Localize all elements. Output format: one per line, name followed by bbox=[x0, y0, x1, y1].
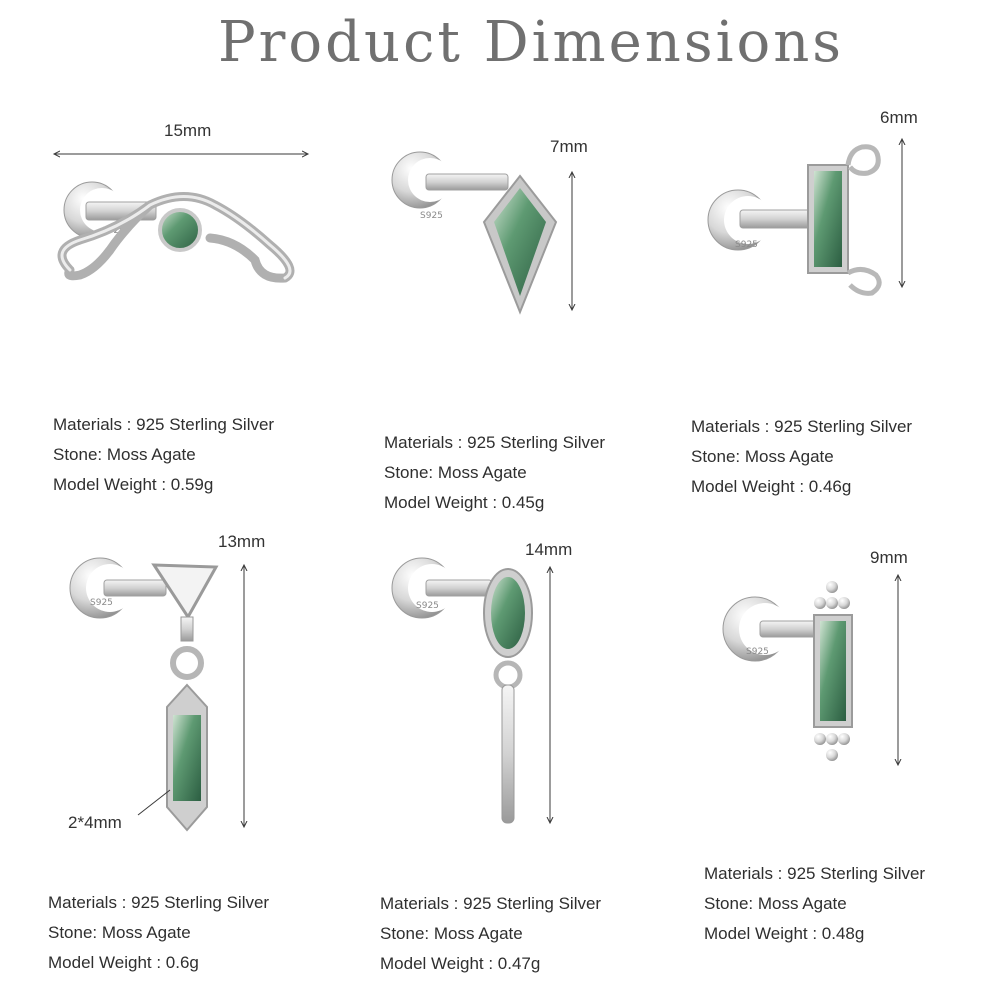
materials-text: Materials : 925 Sterling Silver bbox=[380, 894, 602, 913]
stone-text: Stone: Moss Agate bbox=[53, 445, 196, 464]
stone-text: Stone: Moss Agate bbox=[384, 463, 527, 482]
product-card-2 bbox=[360, 110, 660, 530]
materials-text: Materials : 925 Sterling Silver bbox=[384, 433, 606, 452]
product-specs-1 bbox=[53, 410, 274, 500]
weight-text: Model Weight : 0.59g bbox=[53, 475, 214, 494]
dimension-label-4: 13mm bbox=[218, 532, 266, 551]
moss-agate-stone bbox=[491, 577, 525, 649]
product-card-1 bbox=[10, 110, 340, 510]
page-title: Product Dimensions bbox=[217, 10, 845, 75]
s925-stamp: S925 bbox=[746, 647, 769, 657]
product-specs-4 bbox=[48, 888, 269, 978]
product-specs-5 bbox=[380, 889, 601, 979]
s925-stamp: S925 bbox=[102, 226, 125, 236]
weight-text: Model Weight : 0.46g bbox=[691, 477, 852, 496]
dimension-label-3: 6mm bbox=[880, 108, 918, 127]
materials-text: Materials : 925 Sterling Silver bbox=[48, 893, 270, 912]
product-specs-3 bbox=[691, 412, 912, 502]
moss-agate-stone bbox=[173, 715, 201, 801]
s925-stamp: S925 bbox=[416, 601, 439, 611]
s925-stamp: S925 bbox=[90, 598, 113, 608]
product-card-6 bbox=[680, 525, 990, 995]
moss-agate-stone bbox=[160, 210, 200, 250]
dimension-label-6: 9mm bbox=[870, 548, 908, 567]
s925-stamp: S925 bbox=[420, 211, 443, 221]
moss-agate-stone bbox=[820, 621, 846, 721]
stone-text: Stone: Moss Agate bbox=[48, 923, 191, 942]
materials-text: Materials : 925 Sterling Silver bbox=[53, 415, 275, 434]
moss-agate-stone bbox=[814, 171, 842, 267]
stone-text: Stone: Moss Agate bbox=[380, 924, 523, 943]
s925-stamp: S925 bbox=[735, 240, 758, 250]
product-specs-6 bbox=[704, 859, 925, 949]
materials-text: Materials : 925 Sterling Silver bbox=[704, 864, 926, 883]
product-card-5 bbox=[360, 525, 660, 995]
stone-text: Stone: Moss Agate bbox=[704, 894, 847, 913]
weight-text: Model Weight : 0.45g bbox=[384, 493, 545, 512]
dimension-label-2: 7mm bbox=[550, 137, 588, 156]
dimension-label-1: 15mm bbox=[164, 121, 212, 140]
product-specs-2 bbox=[384, 428, 605, 518]
stone-size-label: 2*4mm bbox=[68, 813, 122, 832]
product-card-4 bbox=[10, 525, 340, 995]
materials-text: Materials : 925 Sterling Silver bbox=[691, 417, 913, 436]
stone-text: Stone: Moss Agate bbox=[691, 447, 834, 466]
weight-text: Model Weight : 0.48g bbox=[704, 924, 865, 943]
weight-text: Model Weight : 0.6g bbox=[48, 953, 199, 972]
weight-text: Model Weight : 0.47g bbox=[380, 954, 541, 973]
product-card-3 bbox=[680, 95, 990, 515]
dimension-label-5: 14mm bbox=[525, 540, 573, 559]
